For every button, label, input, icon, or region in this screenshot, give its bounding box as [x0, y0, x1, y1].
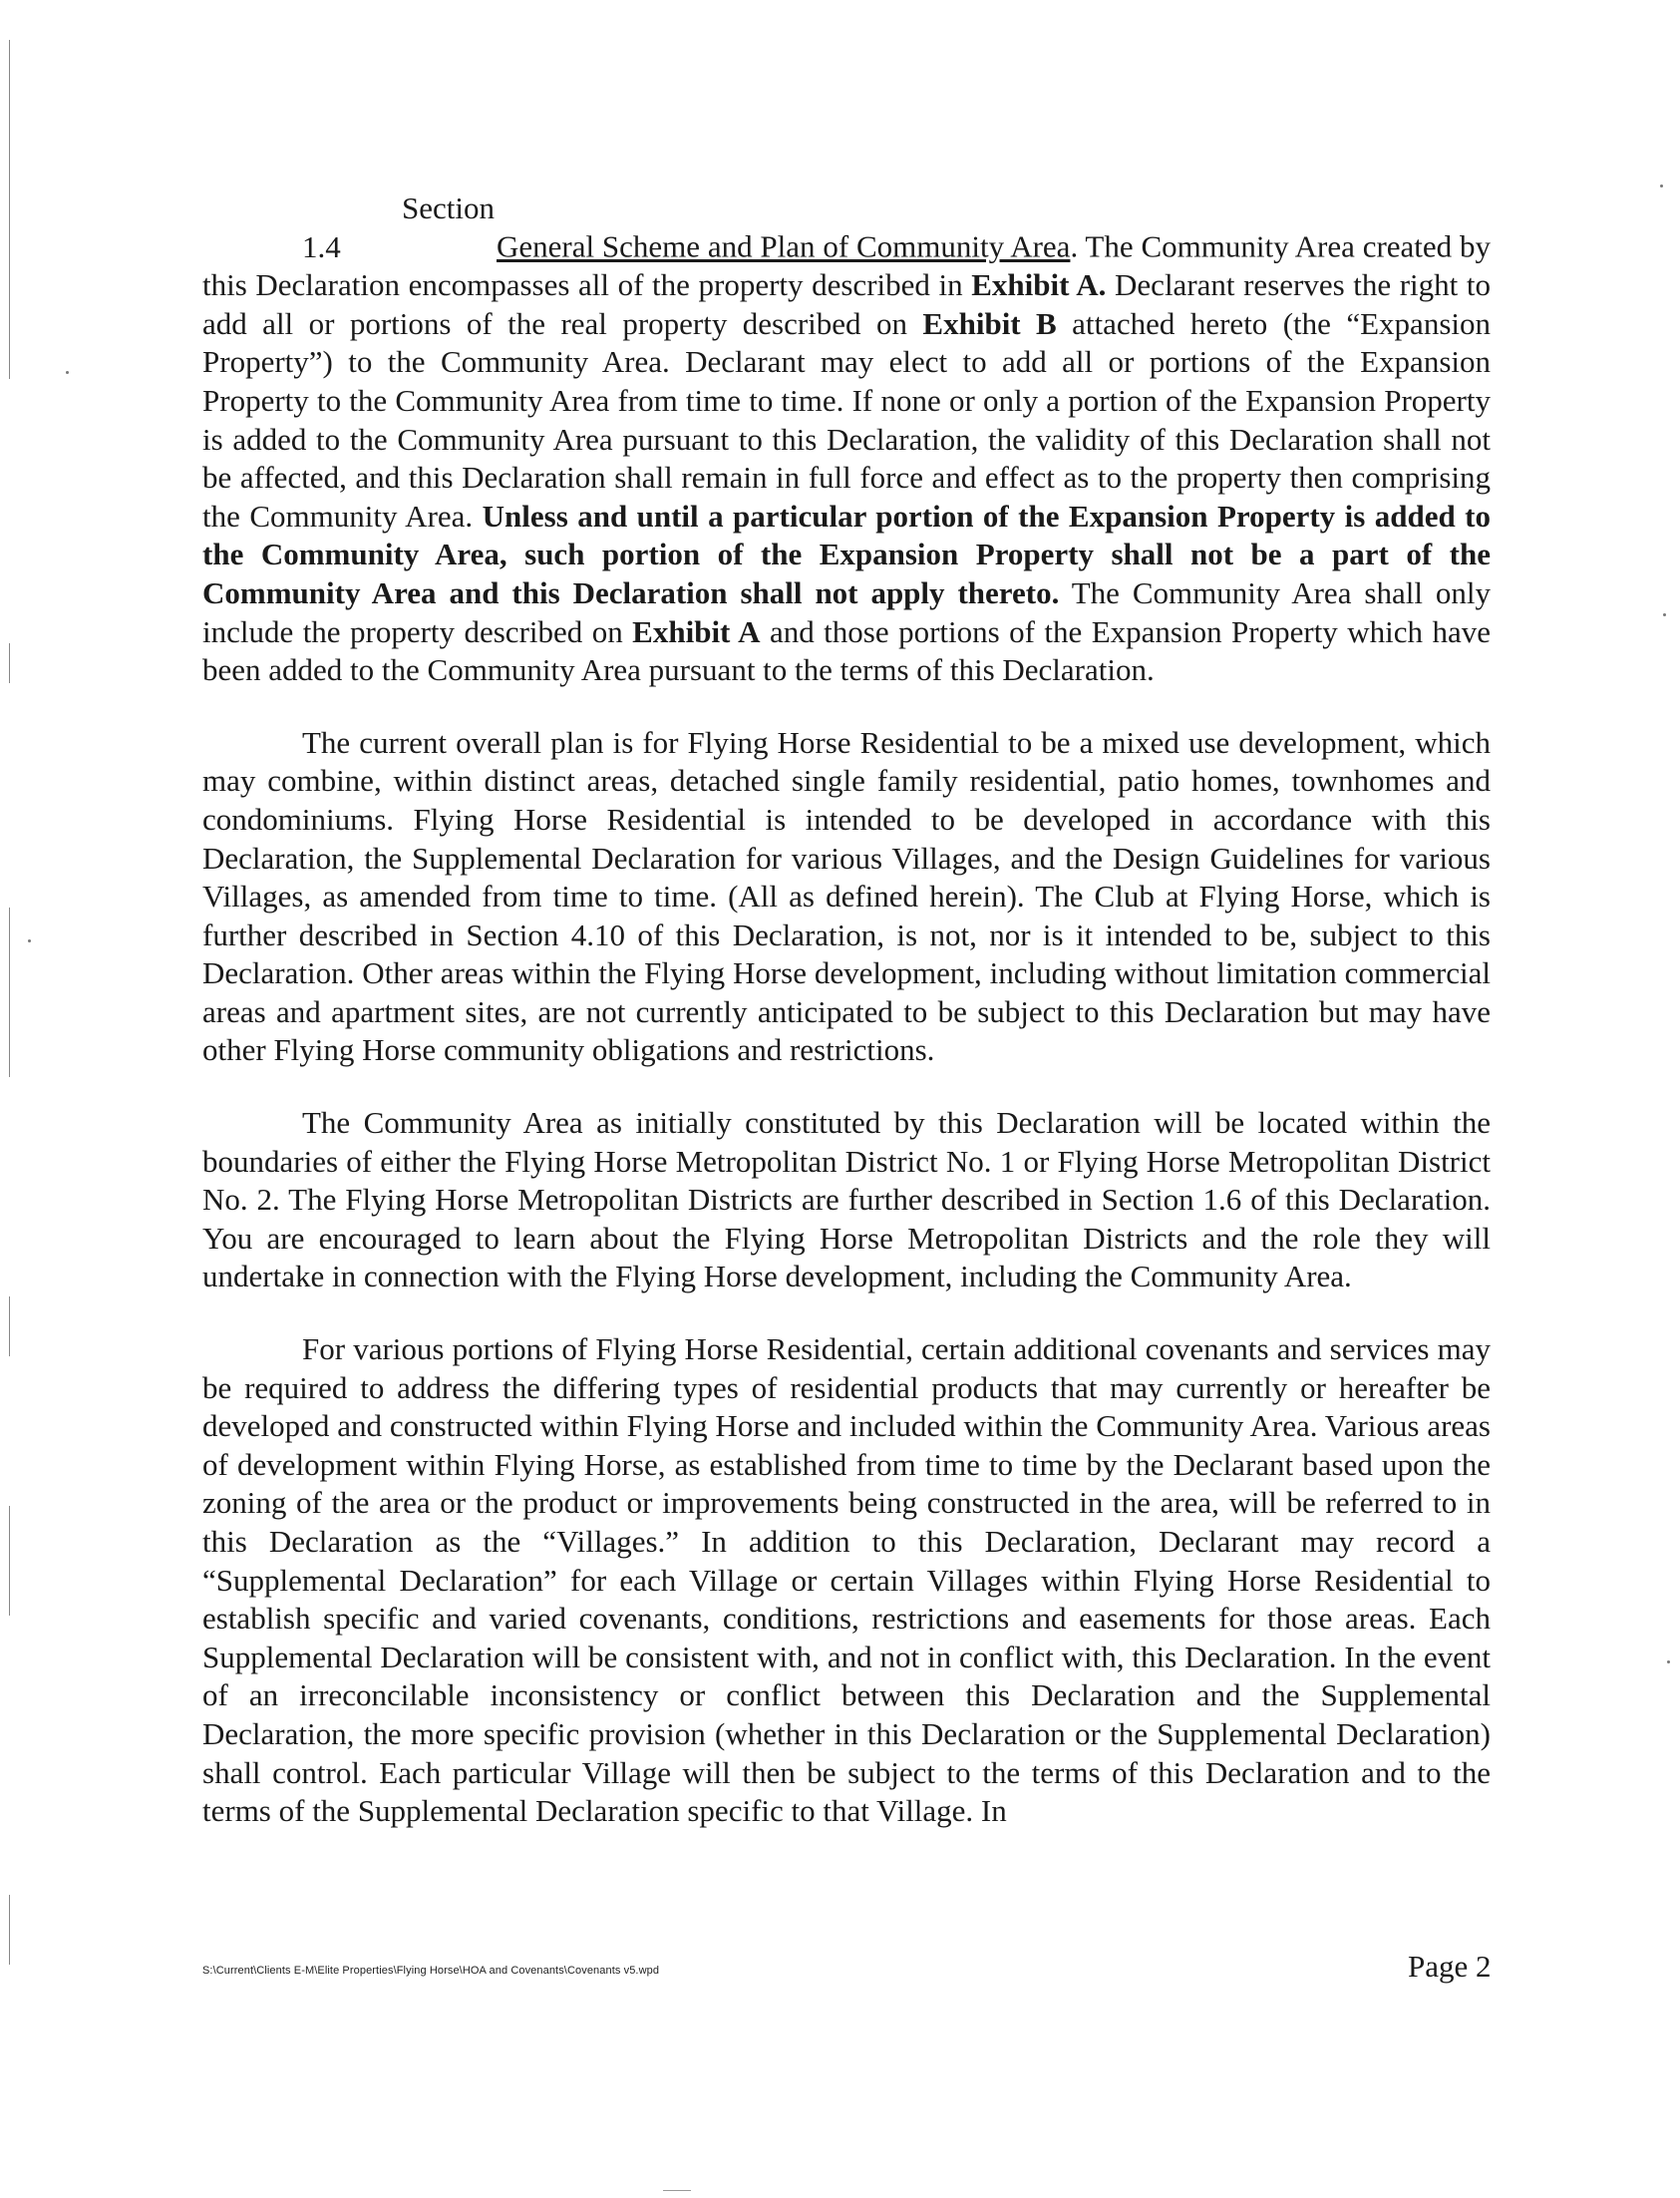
bold-reference: Exhibit A.	[971, 267, 1107, 303]
scan-edge-mark	[9, 643, 10, 683]
document-body	[202, 189, 1491, 1865]
scan-speck	[28, 939, 31, 942]
metropolitan-district-paragraph: The Community Area as initially constituted by this Declaration will be located within the boundaries of either the Flying Horse Metropolitan District No. 1 or Flying Horse Metropolitan District No. 2. The Flying Horse Metropolitan Districts are further described in Section 1.6 of this Declaration. You are encouraged to learn about the Flying Horse Metropolitan Districts and the role they will undertake in connection with the Flying Horse development, including the Community Area.	[202, 1105, 1491, 1294]
paragraph-text: The Community Area shall only include the property described on	[202, 574, 1491, 649]
villages-paragraph: For various portions of Flying Horse Residential, certain additional covenants and services may be required to address the differing types of residential products that may currently or hereafter be developed and constructed within Flying Horse and included within the Community Area. Various areas of development within Flying Horse, as established from time to time by the Declarant based upon the zoning of the area or the product or improvements being constructed in the area, will be referred to in this Declaration as the “Villages.” In addition to this Declaration, Declarant may record a “Supplemental Declaration” for each Village or certain Villages within Flying Horse Residential to establish specific and varied covenants, conditions, restrictions and easements for those areas. Each Supplemental Declaration will be consistent with, and not in conflict with, this Declaration. In the event of an irreconcilable inconsistency or conflict between this Declaration and the Supplemental Declaration, the more specific provision (whether in this Declaration or the Supplemental Declaration) shall control. Each particular Village will then be subject to the terms of this Declaration and to the terms of the Supplemental Declaration specific to that Village. In	[202, 1331, 1491, 1829]
scan-edge-mark	[9, 908, 10, 1077]
scan-bottom-mark	[663, 2190, 691, 2191]
paragraph-text: and those portions of the Expansion Property which have been added to the Community Area pursuant to the terms of this Declaration.	[202, 613, 1491, 688]
footer-file-path: S:\Current\Clients E-M\Elite Properties\Flying Horse\HOA and Covenants\Covenants v5.wpd	[202, 1965, 660, 1977]
scan-edge-mark	[9, 1296, 10, 1356]
page-number: Page 2	[1408, 1949, 1492, 1984]
paragraph-text: Declarant reserves the right to add all or portions of the real property described on	[202, 267, 1491, 341]
scan-speck	[66, 371, 69, 374]
bold-statement: Unless and until a particular portion of the Expansion Property is added to the Community Area, such portion of the Expansion Property shall not be a part of the Community Area and this Declaration shall not apply thereto.	[202, 498, 1491, 610]
scan-speck	[1663, 613, 1666, 616]
section-number: Section 1.4	[302, 190, 495, 264]
scan-edge-mark	[9, 1895, 10, 1965]
scan-edge-mark	[9, 1506, 10, 1616]
bold-reference: Exhibit A	[632, 613, 761, 649]
scan-edge-mark	[9, 40, 10, 379]
section-1-4-paragraph	[202, 189, 1491, 690]
paragraph-text: . The Community Area created by this Declaration encompasses all of the property described in	[202, 228, 1491, 303]
overall-plan-paragraph: The current overall plan is for Flying Horse Residential to be a mixed use development, which may combine, within distinct areas, detached single family residential, patio homes, townhomes and condominiums. Flying Horse Residential is intended to be developed in accordance with this Declaration, the Supplemental Declaration for various Villages, and the Design Guidelines for various Villages, as amended from time to time. (All as defined herein). The Club at Flying Horse, which is further described in Section 4.10 of this Declaration, is not, nor is it intended to be, subject to this Declaration. Other areas within the Flying Horse development, including without limitation commercial areas and apartment sites, are not currently anticipated to be subject to this Declaration but may have other Flying Horse community obligations and restrictions.	[202, 724, 1491, 1068]
scan-speck	[1667, 1660, 1670, 1663]
paragraph-text: attached hereto (the “Expansion Property”) to the Community Area. Declarant may elect to add all or portions of the Expansion Property to the Community Area from time to time. If none or only a portion of the Expansion Property is added to the Community Area pursuant to this Declaration, the validity of this Declaration shall not be affected, and this Declaration shall remain in full force and effect as to the property then comprising the Community Area.	[202, 305, 1491, 534]
bold-reference: Exhibit B	[922, 305, 1057, 341]
section-heading: General Scheme and Plan of Community Area	[497, 228, 1071, 264]
scan-speck	[1660, 184, 1663, 187]
